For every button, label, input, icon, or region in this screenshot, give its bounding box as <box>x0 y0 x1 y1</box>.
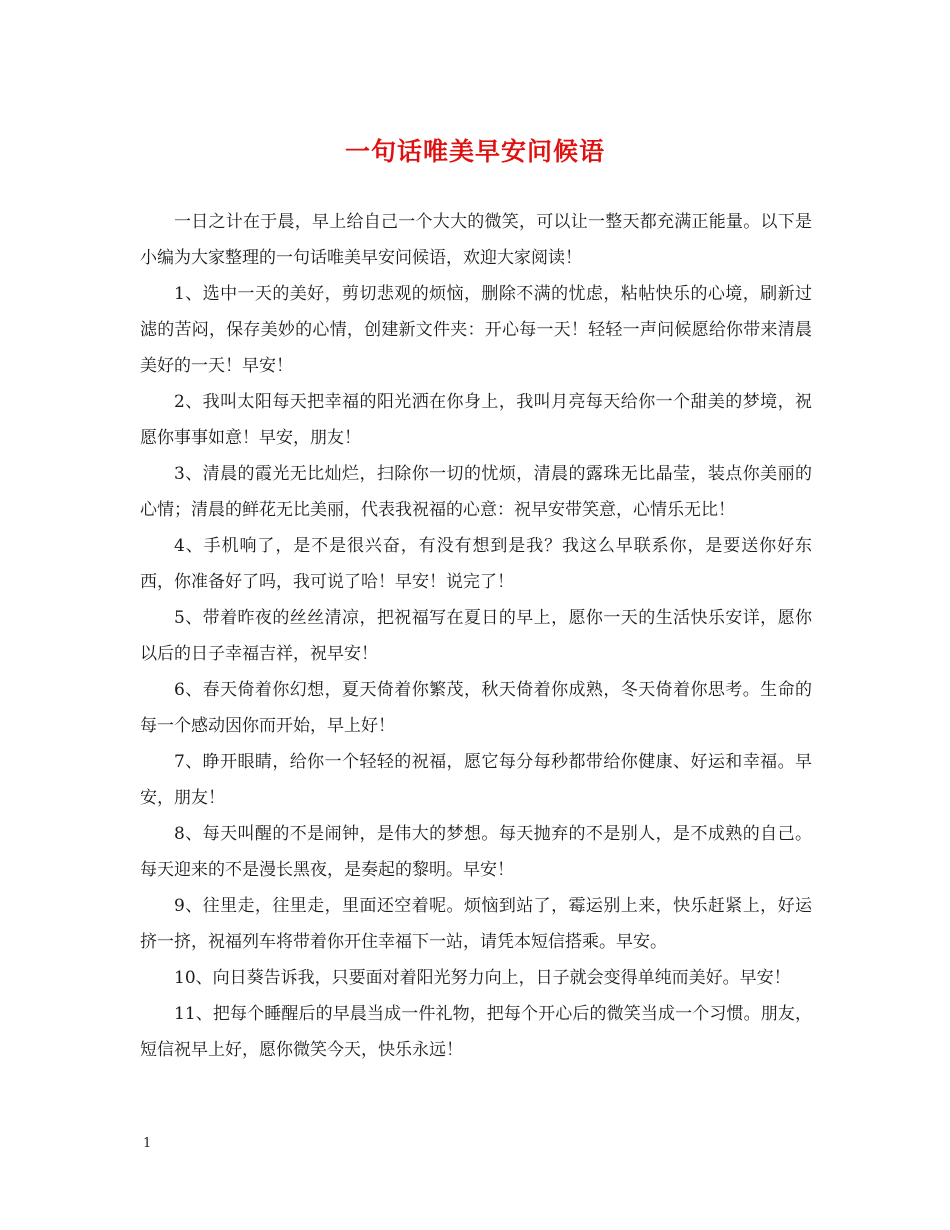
document-title: 一句话唯美早安问候语 <box>344 137 605 166</box>
paragraph-8: 8、每天叫醒的不是闹钟，是伟大的梦想。每天抛弃的不是别人，是不成熟的自己。每天迎来的不是漫长黑夜，是奏起的黎明。早安！ <box>140 824 812 880</box>
paragraph-5: 5、带着昨夜的丝丝清凉，把祝福写在夏日的早上，愿你一天的生活快乐安详，愿你以后的日子幸福吉祥，祝早安！ <box>140 608 812 664</box>
paragraph-7: 7、睁开眼睛，给你一个轻轻的祝福，愿它每分每秒都带给你健康、好运和幸福。早安，朋友！ <box>140 752 812 808</box>
intro-paragraph: 一日之计在于晨，早上给自己一个大大的微笑，可以让一整天都充满正能量。以下是小编为大家整理的一句话唯美早安问候语，欢迎大家阅读！ <box>140 212 812 268</box>
paragraph-4: 4、手机响了，是不是很兴奋，有没有想到是我？我这么早联系你，是要送你好东西，你准备好了吗，我可说了哈！早安！说完了！ <box>140 536 812 592</box>
paragraph-2: 2、我叫太阳每天把幸福的阳光洒在你身上，我叫月亮每天给你一个甜美的梦境，祝愿你事事如意！早安，朋友！ <box>140 392 812 448</box>
page-number: 1 <box>143 1136 152 1151</box>
paragraph-9: 9、往里走，往里走，里面还空着呢。烦恼到站了，霉运别上来，快乐赶紧上，好运挤一挤，祝福列车将带着你开住幸福下一站，请凭本短信搭乘。早安。 <box>140 896 812 952</box>
paragraph-10: 10、向日葵告诉我，只要面对着阳光努力向上，日子就会变得单纯而美好。早安！ <box>174 968 791 988</box>
document-body <box>140 204 812 1068</box>
paragraph-3: 3、清晨的霞光无比灿烂，扫除你一切的忧烦，清晨的露珠无比晶莹，装点你美丽的心情；清晨的鲜花无比美丽，代表我祝福的心意：祝早安带笑意，心情乐无比！ <box>140 464 812 520</box>
paragraph-6: 6、春天倚着你幻想，夏天倚着你繁茂，秋天倚着你成熟，冬天倚着你思考。生命的每一个感动因你而开始，早上好！ <box>140 680 812 736</box>
paragraph-1: 1、选中一天的美好，剪切悲观的烦恼，删除不满的忧虑，粘帖快乐的心境，刷新过滤的苦闷，保存美妙的心情，创建新文件夹：开心每一天！轻轻一声问候愿给你带来清晨美好的一天！早安！ <box>140 284 812 376</box>
paragraph-11: 11、把每个睡醒后的早晨当成一件礼物，把每个开心后的微笑当成一个习惯。朋友，短信祝早上好，愿你微笑今天，快乐永远！ <box>140 1004 812 1060</box>
